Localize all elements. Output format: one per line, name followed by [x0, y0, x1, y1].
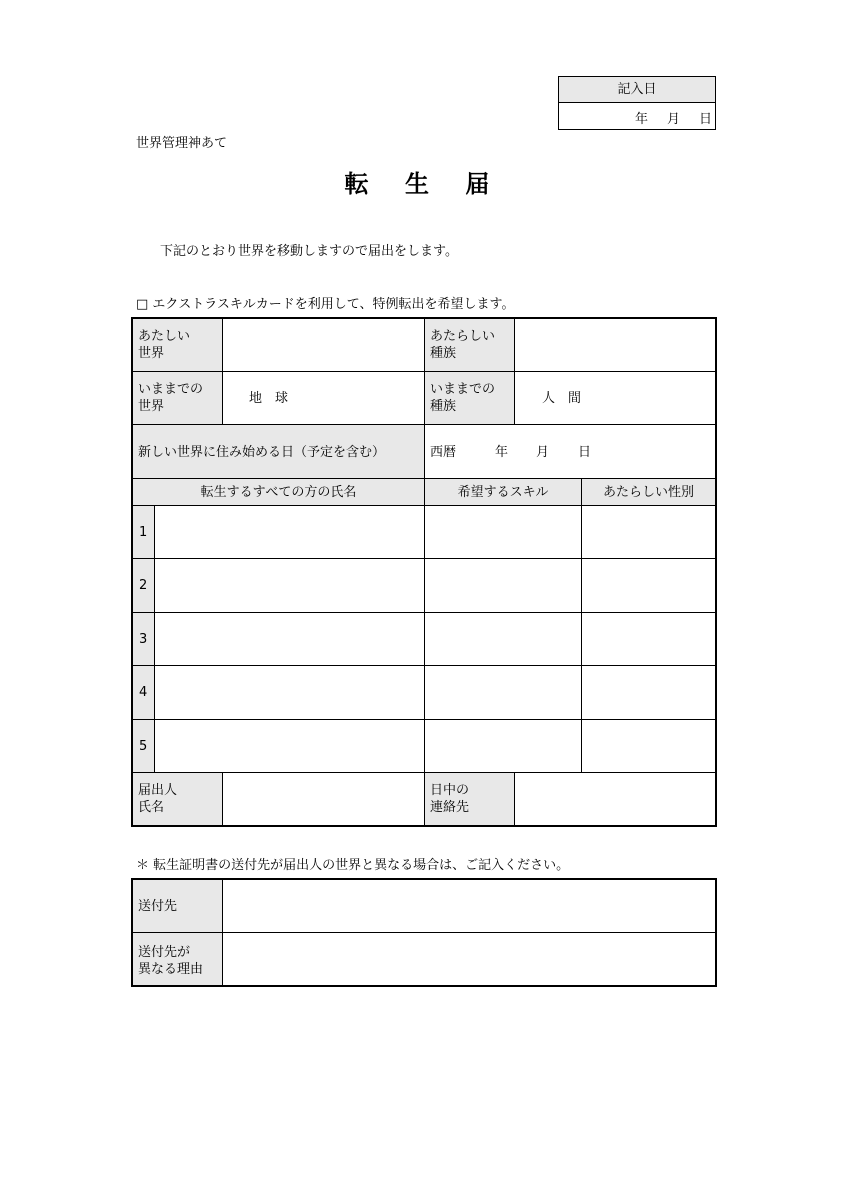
daytime-contact-field[interactable] [514, 772, 716, 826]
different-reason-label: 送付先が 異なる理由 [132, 932, 223, 986]
person-gender-field[interactable] [581, 612, 716, 666]
send-note: ＊ 転生証明書の送付先が届出人の世界と異なる場合は、ご記入ください。 [136, 858, 570, 873]
entry-date-label: 記入日 [559, 77, 715, 103]
start-date-era: 西暦 [430, 445, 457, 460]
person-gender-field[interactable] [581, 665, 716, 720]
start-date-day: 日 [578, 445, 592, 460]
person-skill-field[interactable] [424, 558, 582, 613]
person-skill-field[interactable] [424, 505, 582, 559]
person-name-field[interactable] [154, 558, 425, 613]
row-number: 5 [132, 719, 155, 773]
entry-date-day[interactable]: 日 [699, 112, 713, 127]
send-to-field[interactable] [222, 879, 716, 933]
intro-text: 下記のとおり世界を移動しますので届出をします。 [160, 244, 458, 259]
current-world-label: いままでの 世界 [132, 371, 223, 425]
row-number: 2 [132, 558, 155, 613]
current-race-value: 人 間 [542, 391, 582, 406]
person-gender-field[interactable] [581, 719, 716, 773]
new-world-field[interactable] [222, 318, 425, 372]
person-skill-field[interactable] [424, 612, 582, 666]
person-gender-field[interactable] [581, 505, 716, 559]
entry-date-month[interactable]: 月 [667, 112, 681, 127]
applicant-label: 届出人 氏名 [132, 772, 223, 826]
gender-column-header: あたらしい性別 [581, 478, 716, 506]
skill-column-header: 希望するスキル [424, 478, 582, 506]
new-world-label: あたしい 世界 [132, 318, 223, 372]
current-world-field[interactable] [222, 371, 425, 425]
person-skill-field[interactable] [424, 665, 582, 720]
start-date-month: 月 [536, 445, 550, 460]
different-reason-field[interactable] [222, 932, 716, 986]
start-date-field[interactable] [424, 424, 716, 479]
start-date-year: 年 [495, 445, 509, 460]
new-race-field[interactable] [514, 318, 716, 372]
person-name-field[interactable] [154, 505, 425, 559]
person-gender-field[interactable] [581, 558, 716, 613]
send-to-label: 送付先 [132, 879, 223, 933]
special-transfer-checkbox[interactable]: □ エクストラスキルカードを利用して、特例転出を希望します。 [136, 297, 515, 312]
current-race-label: いままでの 種族 [424, 371, 515, 425]
applicant-name-field[interactable] [222, 772, 425, 826]
addressee: 世界管理神あて [136, 136, 228, 151]
row-number: 3 [132, 612, 155, 666]
page-title: 転 生 届 [344, 170, 504, 198]
row-number: 1 [132, 505, 155, 559]
row-number: 4 [132, 665, 155, 720]
person-name-field[interactable] [154, 665, 425, 720]
current-world-value: 地 球 [249, 391, 289, 406]
new-race-label: あたらしい 種族 [424, 318, 515, 372]
current-race-field[interactable] [514, 371, 716, 425]
entry-date-year[interactable]: 年 [635, 112, 649, 127]
names-column-header: 転生するすべての方の氏名 [132, 478, 425, 506]
entry-date-box [558, 76, 716, 130]
start-date-label: 新しい世界に住み始める日（予定を含む） [132, 424, 425, 479]
person-name-field[interactable] [154, 719, 425, 773]
person-skill-field[interactable] [424, 719, 582, 773]
daytime-contact-label: 日中の 連絡先 [424, 772, 515, 826]
person-name-field[interactable] [154, 612, 425, 666]
